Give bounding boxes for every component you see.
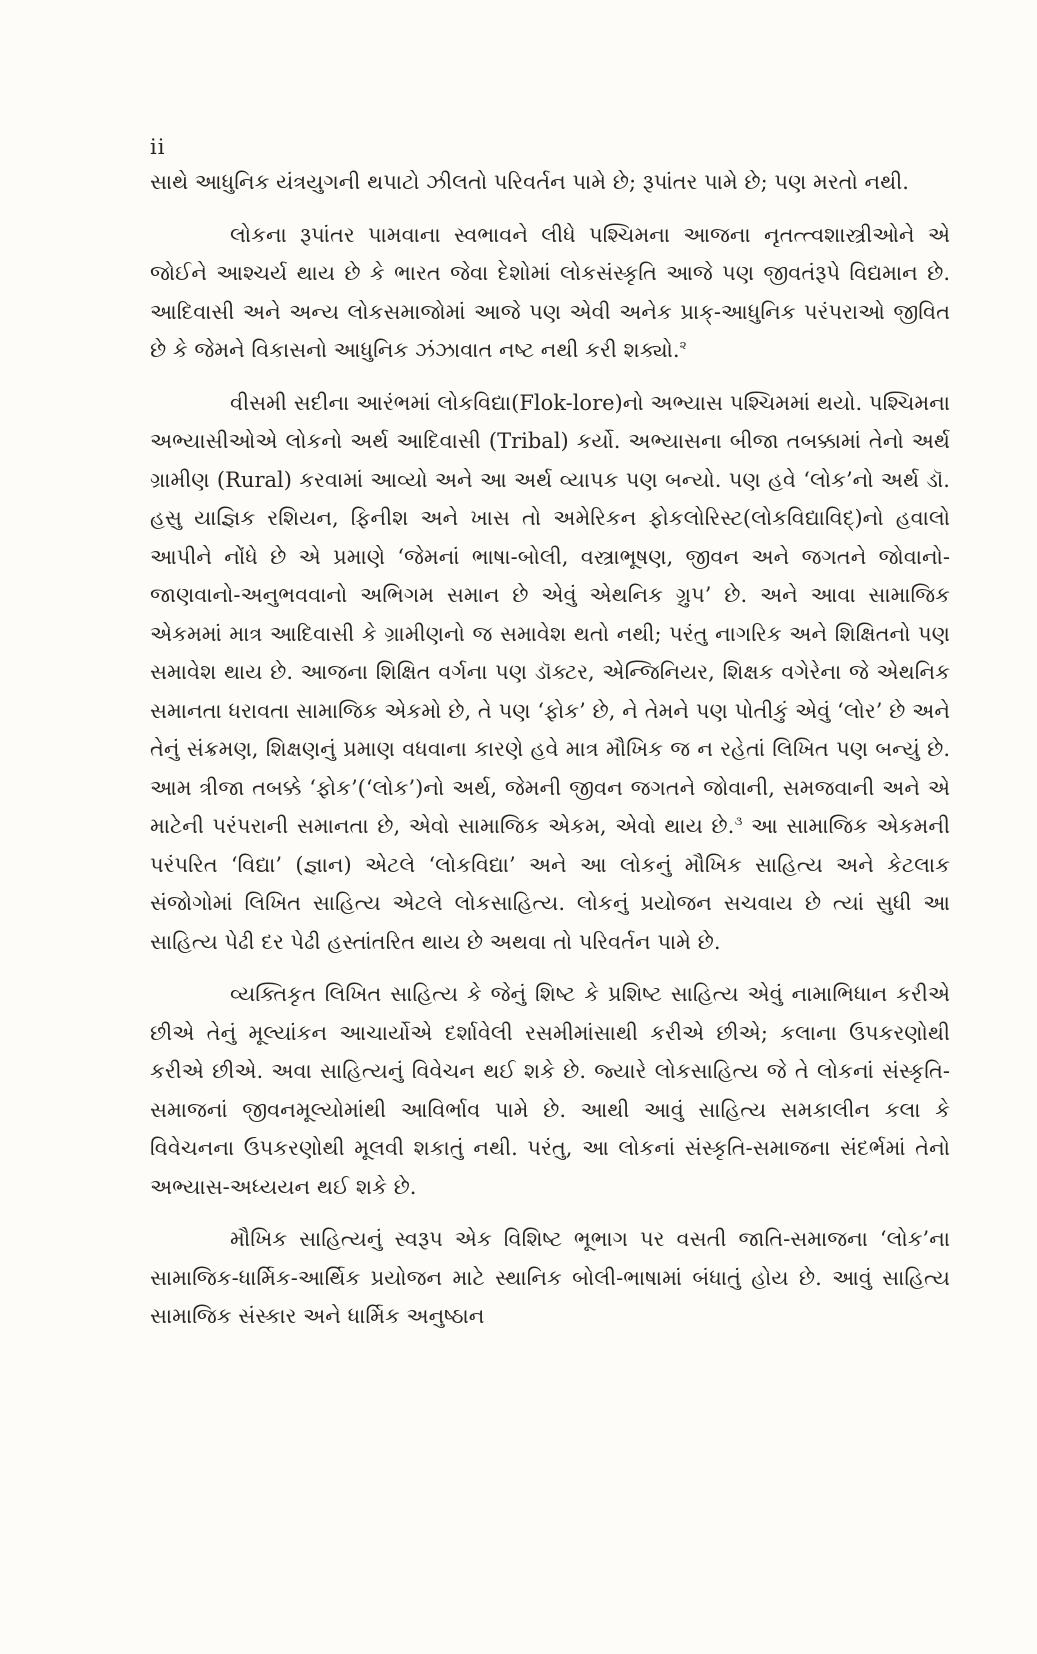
footnote-marker-2: ૨ [679, 338, 687, 352]
paragraph-5-text: મૌખિક સાહિત્યનું સ્વરૂપ એક વિશિષ્ટ ભૂભાગ પર વસતી જાતિ-સમાજના ‘લોક’ના સામાજિક-ધાર્મિક-આર્થિક પ્રયોજન માટે સ્થાનિક બોલી-ભાષામાં બંધાતું હોય છે. આવું સાહિત્ય સામાજિક સંસ્કાર અને ધાર્મિક અનુષ્ઠાન [150, 1227, 950, 1328]
paragraph-3-text: વીસમી સદીના આરંભમાં લોકવિદ્યા(Flok-lore)નો અભ્યાસ પશ્ચિમમાં થયો. પશ્ચિમના અભ્યાસીઓએ લોકનો અર્થ આદિવાસી (Tribal) કર્યો. અભ્યાસના બીજા તબક્કામાં તેનો અર્થ ગ્રામીણ (Rural) કરવામાં આવ્યો અને આ અર્થ વ્યાપક પણ બન્યો. પણ હવે ‘લોક’નો અર્થ ડૉ. હસુ યાજ્ઞિક રશિયન, ફિનીશ અને ખાસ તો અમેરિકન ફોકલોરિસ્ટ(લોકવિદ્યાવિદ્)નો હવાલો આપીને નોંધે છે એ પ્રમાણે ‘જેમનાં ભાષા-બોલી, વસ્ત્રાભૂષણ, જીવન અને જગતને જોવાનો-જાણવાનો-અનુભવવાનો અભિગમ સમાન છે એવું એથનિક ગ્રુપ’ છે. અને આવા સામાજિક એકમમાં માત્ર આદિવાસી કે ગ્રામીણનો જ સમાવેશ થતો નથી; પરંતુ નાગરિક અને શિક્ષિતનો પણ સમાવેશ થાય છે. આજના શિક્ષિત વર્ગના પણ ડૉક્ટર, એન્જિનિયર, શિક્ષક વગેરેના જે એથનિક સમાનતા ધરાવતા સામાજિક એકમો છે, તે પણ ‘ફોક’ છે, ને તેમને પણ પોતીકું એવું ‘લોર’ છે અને તેનું સંક્રમણ, શિક્ષણનું પ્રમાણ વધવાના કારણે હવે માત્ર મૌખિક જ ન રહેતાં લિખિત પણ બન્યું છે. આમ ત્રીજા તબક્કે ‘ફોક’(‘લોક’)નો અર્થ, જેમની જીવન જગતને જોવાની, સમજવાની અને એ માટેની પરંપરાની સમાનતા છે, એવો સામાજિક એકમ, એવો થાય છે. [150, 390, 950, 838]
page-body [150, 133, 950, 1350]
paragraph-5 [150, 1220, 950, 1336]
paragraph-1-text: સાથે આધુનિક યંત્રયુગની થપાટો ઝીલતો પરિવર્તન પામે છે; રૂપાંતર પામે છે; પણ મરતો નથી. [150, 170, 909, 194]
paragraph-3 [150, 384, 950, 962]
paragraph-2 [150, 216, 950, 370]
paragraph-4 [150, 975, 950, 1206]
paragraph-3-continuation: આ સામાજિક એકમની પરંપરિત ‘વિદ્યા’ (જ્ઞાન) એટલે ‘લોકવિદ્યા’ અને આ લોકનું મૌખિક સાહિત્ય અને કેટલાક સંજોગોમાં લિખિત સાહિત્ય એટલે લોકસાહિત્ય. લોકનું પ્રયોજન સચવાય છે ત્યાં સુધી આ સાહિત્ય પેઢી દર પેઢી હસ્તાંતરિત થાય છે અથવા તો પરિવર્તન પામે છે. [150, 814, 950, 954]
footnote-marker-3: ૩ [734, 814, 743, 828]
paragraph-1 [150, 163, 950, 202]
paragraph-4-text: વ્યક્તિકૃત લિખિત સાહિત્ય કે જેનું શિષ્ટ કે પ્રશિષ્ટ સાહિત્ય એવું નામાભિધાન કરીએ છીએ તેનું મૂલ્યાંકન આચાર્યોએ દર્શાવેલી રસમીમાંસાથી કરીએ છીએ; કલાના ઉપકરણોથી કરીએ છીએ. અવા સાહિત્યનું વિવેચન થઈ શકે છે. જ્યારે લોકસાહિત્ય જે તે લોકનાં સંસ્કૃતિ-સમાજનાં જીવનમૂલ્યોમાંથી આવિર્ભાવ પામે છે. આથી આવું સાહિત્ય સમકાલીન કલા કે વિવેચનના ઉપકરણોથી મૂલવી શકાતું નથી. પરંતુ, આ લોકનાં સંસ્કૃતિ-સમાજના સંદર્ભમાં તેનો અભ્યાસ-અધ્યયન થઈ શકે છે. [150, 982, 950, 1199]
page-number: ii [150, 135, 166, 159]
paragraph-2-text: લોકના રૂપાંતર પામવાના સ્વભાવને લીધે પશ્ચિમના આજના નૃતત્ત્વશાસ્ત્રીઓને એ જોઈને આશ્ચર્ય થાય છે કે ભારત જેવા દેશોમાં લોકસંસ્કૃતિ આજે પણ જીવતંરૂપે વિદ્યમાન છે. આદિવાસી અને અન્ય લોકસમાજોમાં આજે પણ એવી અનેક પ્રાક્-આધુનિક પરંપરાઓ જીવિત છે કે જેમને વિકાસનો આધુનિક ઝંઝાવાત નષ્ટ નથી કરી શક્યો. [150, 222, 950, 362]
